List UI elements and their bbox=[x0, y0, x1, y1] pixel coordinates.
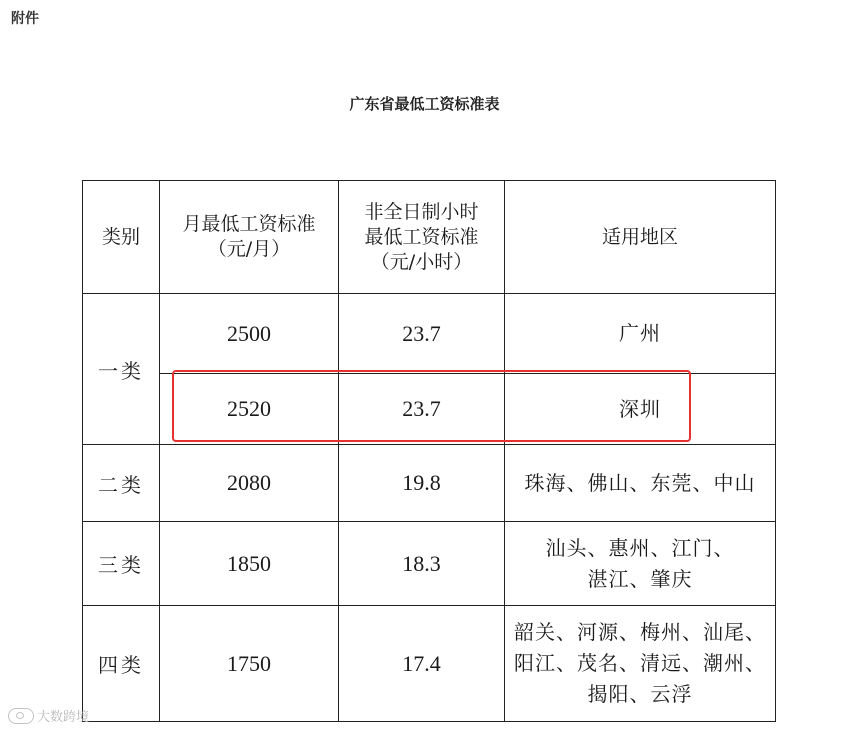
watermark bbox=[8, 706, 89, 725]
monthly-wage-cell: 2500 bbox=[160, 294, 339, 374]
region-line: 汕头、惠州、江门、 bbox=[545, 535, 735, 560]
hourly-wage-cell: 19.8 bbox=[339, 445, 505, 522]
region-cell bbox=[505, 445, 776, 522]
table-row bbox=[83, 522, 776, 606]
table-row bbox=[83, 294, 776, 374]
region-line: 阳江、茂名、清远、潮州、 bbox=[514, 651, 766, 675]
category-cell: 四类 bbox=[83, 606, 160, 722]
table-row bbox=[83, 445, 776, 522]
hourly-wage-cell: 23.7 bbox=[339, 294, 505, 374]
hourly-wage-cell: 18.3 bbox=[339, 522, 505, 606]
region-line: 湛江、肇庆 bbox=[587, 566, 693, 591]
region-line: 珠海、佛山、东莞、中山 bbox=[524, 470, 756, 495]
attachment-label: 附件 bbox=[11, 11, 39, 27]
table-header-row bbox=[83, 181, 776, 294]
category-cell: 一类 bbox=[83, 294, 160, 445]
header-region: 适用地区 bbox=[505, 181, 776, 294]
region-cell bbox=[505, 606, 776, 722]
document-title: 广东省最低工资标准表 bbox=[349, 95, 500, 113]
header-hourly-line2: 最低工资标准 bbox=[364, 225, 479, 248]
header-hourly-wage bbox=[339, 181, 505, 294]
region-cell bbox=[505, 522, 776, 606]
watermark-logo-icon bbox=[8, 708, 34, 724]
minimum-wage-table bbox=[82, 180, 776, 722]
header-monthly-line1: 月最低工资标准 bbox=[182, 213, 316, 235]
monthly-wage-cell: 2520 bbox=[160, 374, 339, 445]
monthly-wage-cell: 1750 bbox=[160, 606, 339, 722]
region-line: 揭阳、云浮 bbox=[587, 682, 693, 706]
header-category: 类别 bbox=[83, 181, 160, 294]
table-row bbox=[83, 606, 776, 722]
region-line: 深圳 bbox=[619, 396, 661, 421]
header-monthly-wage bbox=[160, 181, 339, 294]
header-monthly-line2: （元/月） bbox=[207, 238, 291, 260]
highlight-box bbox=[172, 370, 691, 442]
monthly-wage-cell: 1850 bbox=[160, 522, 339, 606]
region-line: 广州 bbox=[619, 321, 661, 345]
hourly-wage-cell: 23.7 bbox=[339, 374, 505, 445]
category-cell: 三类 bbox=[83, 522, 160, 606]
header-hourly-line3: （元/小时） bbox=[370, 250, 473, 273]
hourly-wage-cell: 17.4 bbox=[339, 606, 505, 722]
region-line: 韶关、河源、梅州、汕尾、 bbox=[514, 620, 766, 644]
category-cell: 二类 bbox=[83, 445, 160, 522]
header-hourly-line1: 非全日制小时 bbox=[364, 200, 479, 223]
monthly-wage-cell: 2080 bbox=[160, 445, 339, 522]
region-cell bbox=[505, 294, 776, 374]
watermark-text: 大数跨境 bbox=[37, 710, 90, 725]
